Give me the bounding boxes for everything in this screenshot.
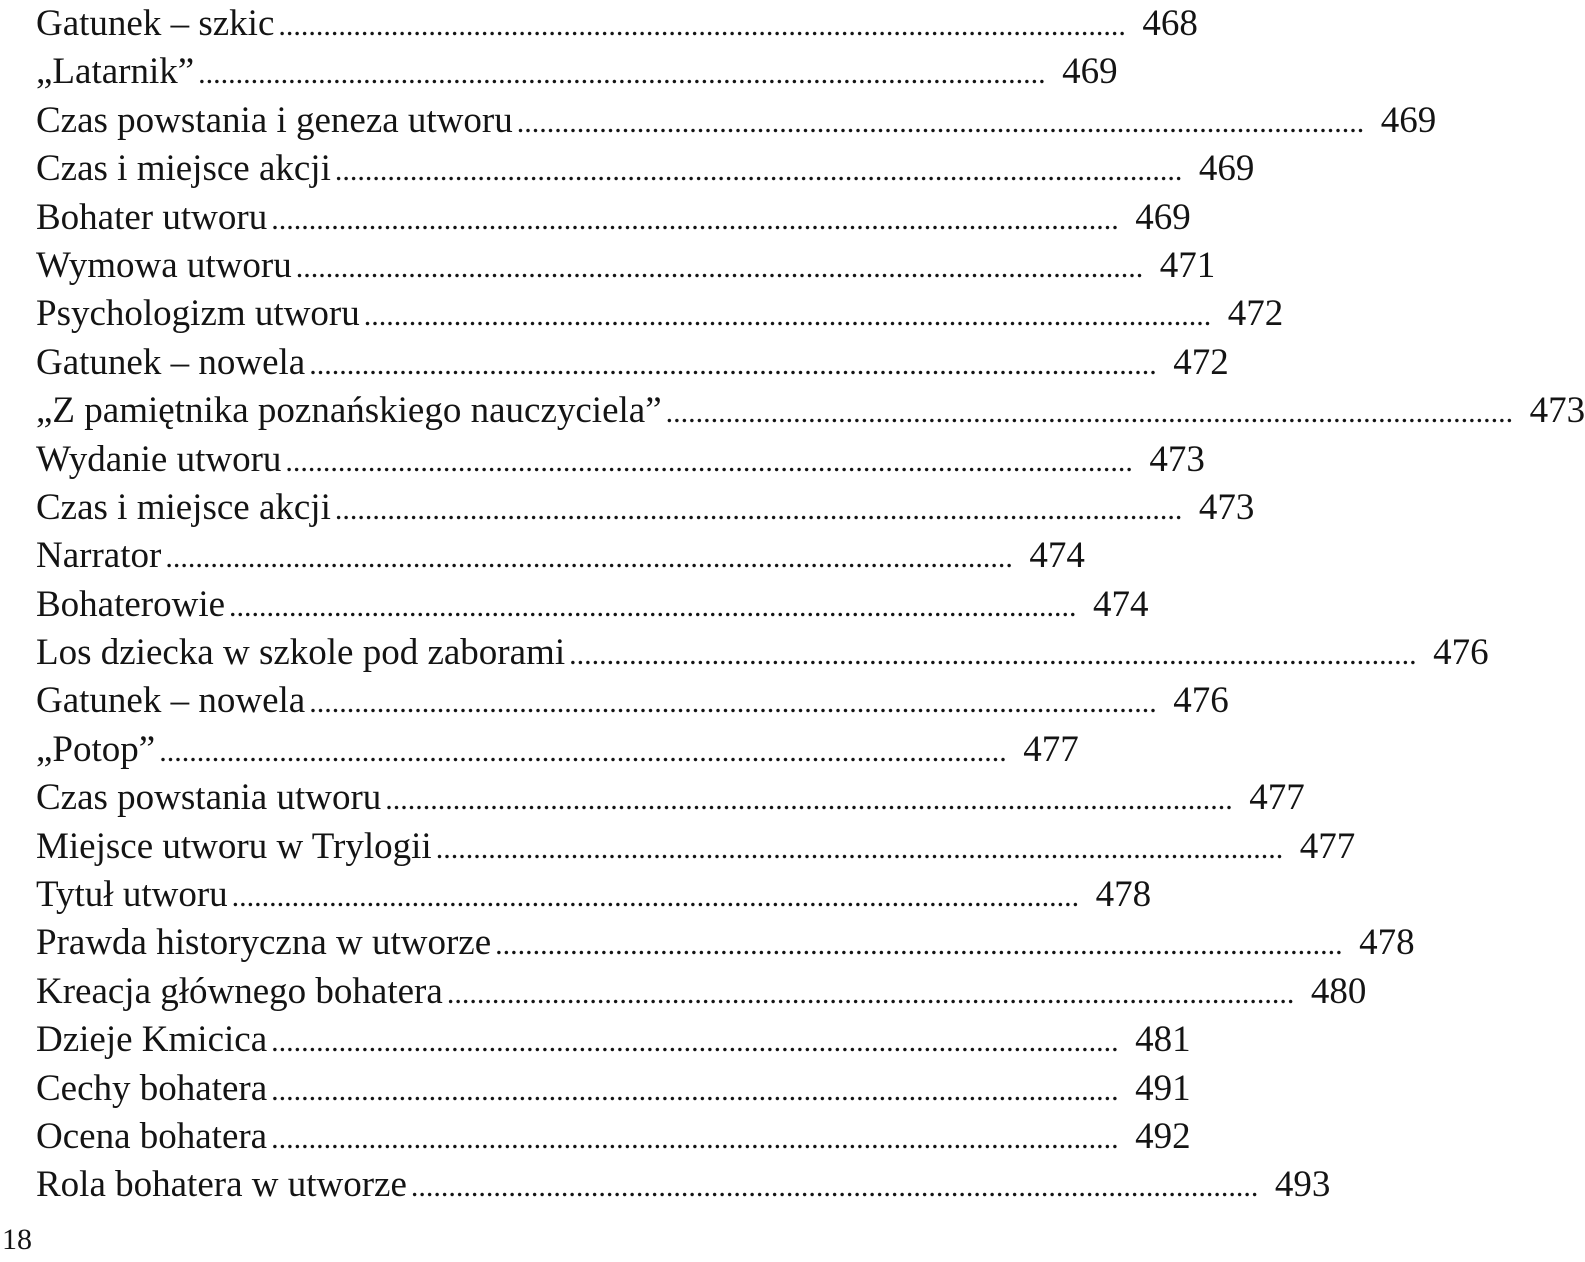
toc-entry-title: Czas powstania i geneza utworu	[36, 99, 513, 141]
toc-leader-dots: .................................................................................................................	[309, 347, 1157, 381]
toc-entry	[36, 532, 1085, 580]
toc-entry-title: Dzieje Kmicica	[36, 1019, 268, 1061]
toc-leader-dots: .................................................................................................................	[165, 541, 1013, 575]
toc-entry	[36, 726, 1079, 774]
toc-entry	[36, 194, 1191, 242]
toc-leader-dots: .................................................................................................................	[285, 444, 1133, 478]
toc-leader-dots: .................................................................................................................	[334, 154, 1183, 188]
toc-entry-title: Rola bohatera w utworze	[36, 1164, 407, 1206]
toc-entry-page: 468	[1142, 3, 1198, 44]
toc-entry	[36, 968, 1367, 1016]
toc-entry-title: Czas powstania utworu	[36, 777, 382, 819]
toc-entry-title: Prawda historyczna w utworze	[36, 922, 492, 964]
toc-entry-page: 472	[1227, 293, 1284, 335]
toc-leader-dots: .................................................................................................................	[271, 202, 1119, 236]
toc-entry-page: 481	[1135, 1019, 1191, 1061]
toc-leader-dots: .................................................................................................................	[309, 686, 1157, 720]
toc-entry	[36, 581, 1149, 629]
page-number: 18	[2, 1223, 32, 1256]
toc-entry-title: „Latarnik”	[36, 51, 195, 93]
toc-leader-dots: .................................................................................................................	[516, 105, 1365, 139]
toc-entry	[36, 1065, 1191, 1113]
toc-entry	[36, 48, 1118, 96]
toc-leader-dots: .................................................................................................................	[271, 1073, 1119, 1107]
toc-entry	[36, 871, 1152, 919]
toc-entry-page: 473	[1198, 486, 1255, 528]
toc-entry-title: Bohater utworu	[36, 196, 268, 238]
toc-entry-page: 469	[1198, 148, 1255, 190]
toc-entry-page: 474	[1093, 583, 1149, 625]
toc-entry-page: 493	[1274, 1164, 1331, 1206]
toc-entry-page: 477	[1249, 777, 1305, 819]
toc-leader-dots: .................................................................................................................	[271, 1025, 1119, 1059]
toc-entry-page: 477	[1023, 728, 1079, 770]
toc-entry-title: „Potop”	[36, 728, 156, 770]
toc-entry-title: Ocena bohatera	[36, 1115, 268, 1157]
toc-leader-dots: .................................................................................................................	[295, 250, 1144, 284]
toc-entry-page: 492	[1135, 1115, 1191, 1157]
toc-entry-title: Narrator	[36, 535, 162, 577]
toc-entry-title: Czas i miejsce akcji	[36, 148, 331, 190]
toc-leader-dots: .................................................................................................................	[278, 9, 1126, 42]
toc-leader-dots: .................................................................................................................	[198, 57, 1046, 91]
toc-leader-dots: .................................................................................................................	[271, 1121, 1119, 1155]
toc-entry-title: „Z pamiętnika poznańskiego nauczyciela”	[36, 390, 662, 432]
toc-entry	[36, 436, 1205, 484]
toc-entry-title: Gatunek – szkic	[36, 3, 275, 44]
toc-entry	[36, 242, 1216, 290]
toc-entry-page: 474	[1029, 535, 1085, 577]
toc-entry	[36, 290, 1284, 338]
toc-entry	[36, 1113, 1191, 1161]
toc-entry	[36, 1016, 1191, 1064]
toc-entry	[36, 919, 1415, 967]
toc-entry-title: Wydanie utworu	[36, 438, 282, 480]
toc-entry-page: 491	[1135, 1067, 1191, 1109]
toc-entry-title: Tytuł utworu	[36, 874, 228, 916]
toc-leader-dots: .................................................................................................................	[446, 976, 1295, 1010]
toc-entry-title: Wymowa utworu	[36, 244, 292, 286]
toc-entry	[36, 823, 1356, 871]
toc-leader-dots: .................................................................................................................	[334, 492, 1183, 526]
toc-entry-page: 469	[1062, 51, 1118, 93]
toc-leader-dots: .................................................................................................................	[231, 880, 1080, 914]
toc-entry	[36, 677, 1229, 725]
toc-entry	[36, 0, 1198, 48]
toc-entry-page: 477	[1299, 825, 1356, 867]
toc-entry-page: 469	[1135, 196, 1191, 238]
toc-entry-page: 471	[1159, 244, 1216, 286]
toc-entry-page: 473	[1529, 390, 1585, 432]
toc-entry	[36, 484, 1255, 532]
toc-entry-title: Psychologizm utworu	[36, 293, 360, 335]
toc-entry-page: 476	[1433, 632, 1489, 674]
toc-entry	[36, 145, 1255, 193]
toc-entry-page: 480	[1310, 970, 1367, 1012]
toc-entry	[36, 97, 1437, 145]
toc-leader-dots: .................................................................................................................	[159, 734, 1007, 768]
toc-entry	[36, 1161, 1331, 1209]
toc-entry-page: 476	[1173, 680, 1229, 722]
toc-leader-dots: .................................................................................................................	[410, 1170, 1259, 1204]
toc-entry-title: Los dziecka w szkole pod zaborami	[36, 632, 566, 674]
toc-entry-page: 473	[1149, 438, 1205, 480]
toc-entry	[36, 387, 1585, 435]
toc-entry-title: Cechy bohatera	[36, 1067, 268, 1109]
toc-entry-title: Kreacja głównego bohatera	[36, 970, 443, 1012]
toc-entry	[36, 629, 1489, 677]
toc-leader-dots: .................................................................................................................	[363, 299, 1212, 333]
toc-leader-dots: .................................................................................................................	[495, 928, 1343, 962]
toc-leader-dots: .................................................................................................................	[435, 831, 1284, 865]
table-of-contents	[36, 0, 1585, 1210]
toc-entry-page: 469	[1380, 99, 1437, 141]
toc-entry-page: 472	[1173, 341, 1229, 383]
toc-entry-title: Bohaterowie	[36, 583, 226, 625]
toc-entry	[36, 339, 1229, 387]
toc-leader-dots: .................................................................................................................	[229, 589, 1077, 623]
toc-entry-title: Miejsce utworu w Trylogii	[36, 825, 432, 867]
toc-entry	[36, 774, 1305, 822]
toc-entry-page: 478	[1359, 922, 1415, 964]
toc-entry-page: 478	[1095, 874, 1152, 916]
toc-entry-title: Czas i miejsce akcji	[36, 486, 331, 528]
toc-leader-dots: .................................................................................................................	[569, 638, 1417, 672]
toc-entry-title: Gatunek – nowela	[36, 341, 306, 383]
toc-entry-title: Gatunek – nowela	[36, 680, 306, 722]
toc-leader-dots: .................................................................................................................	[385, 783, 1233, 817]
toc-leader-dots: .................................................................................................................	[665, 396, 1514, 430]
